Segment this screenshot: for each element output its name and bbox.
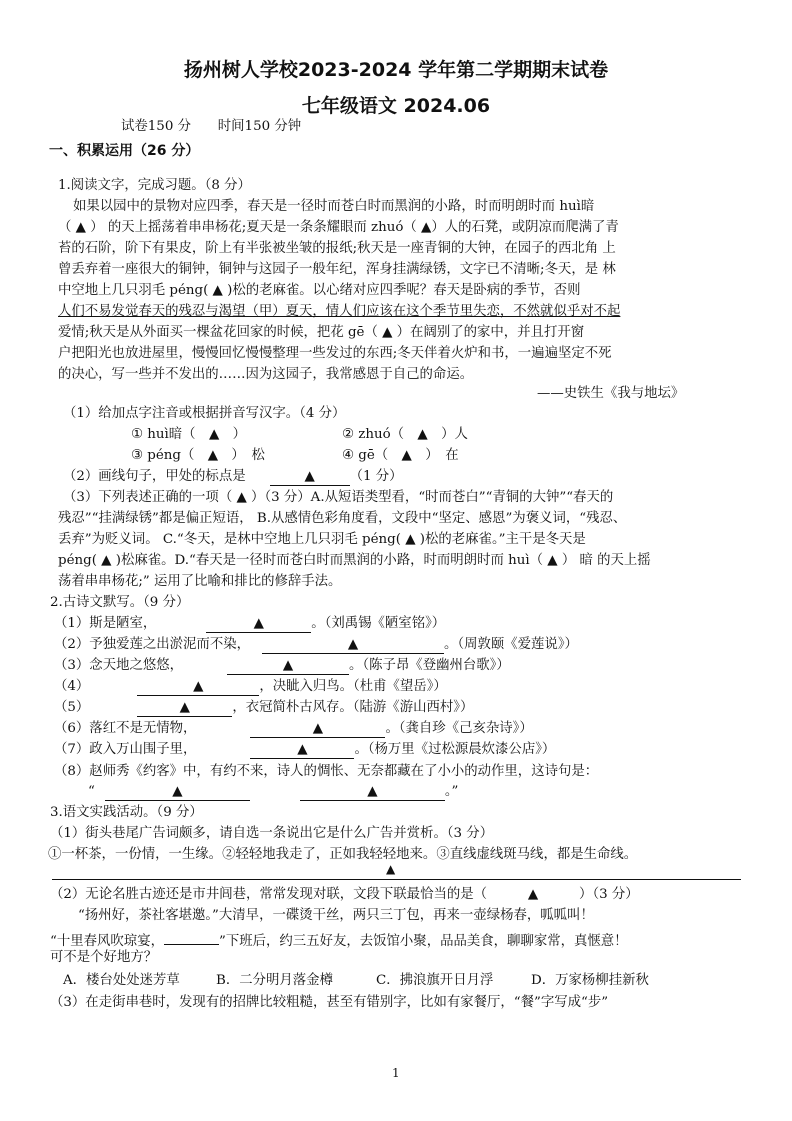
recitation-source: 。（杨万里《过松源晨炊漆公店》） bbox=[354, 742, 556, 757]
recitation-source: 。（陈子昂《登幽州台歌》） bbox=[349, 658, 510, 673]
option-b[interactable]: B．二分明月落金樽 bbox=[216, 973, 333, 988]
answer-blank[interactable]: ▲ bbox=[262, 636, 444, 654]
answer-blank[interactable]: ▲ bbox=[137, 699, 232, 717]
recitation-item bbox=[54, 698, 473, 718]
q1-sub3-line: （3）下列表述正确的一项（ ▲ ）（3 分）A.从短语类型看，“时而苍白”“青铜的大钟”“春天的 bbox=[63, 490, 614, 505]
recitation-source: ，决眦入归鸟。（杜甫《望岳》） bbox=[259, 679, 447, 694]
answer-slot[interactable]: ② zhuó（ ▲ ）人 bbox=[342, 427, 468, 442]
answer-mark[interactable]: ▲ bbox=[527, 887, 539, 902]
q1-sub3-line: 荡着串串杨花;” 运用了比喻和排比的修辞手法。 bbox=[58, 574, 342, 589]
recitation-prompt: （1）斯是陋室， bbox=[54, 616, 157, 631]
passage-line: 苔的石阶，阶下有果皮，阶上有半张被坐皱的报纸;秋天是一座青铜的大钟，在园子的西北角 上 bbox=[58, 241, 616, 256]
recitation-item-8: （8）赵师秀《约客》中，有约不来，诗人的惆怅、无奈都藏在了小小的动作里，这诗句是： bbox=[54, 764, 599, 779]
q1-sub2-score: （1 分） bbox=[349, 469, 403, 484]
q1-sub2-text: （2）画线句子，甲处的标点是 bbox=[63, 469, 246, 484]
passage-line: 的决心，写一些并不发出的……因为这园子，我常感恩于自己的命运。 bbox=[58, 367, 474, 382]
quote-close: 。” bbox=[444, 784, 459, 799]
answer-blank[interactable]: ▲ bbox=[250, 741, 354, 759]
recitation-source: 。（刘禹锡《陋室铭》） bbox=[311, 616, 446, 631]
q1-sub1: （1）给加点字注音或根据拼音写汉字。（4 分） bbox=[63, 406, 346, 421]
answer-blank[interactable]: ▲ bbox=[300, 783, 445, 801]
q3-sub2-score: ）（3 分） bbox=[579, 887, 639, 902]
recitation-prompt: （4） bbox=[54, 679, 90, 694]
passage-line-underlined: 人们不易发觉春天的残忍与渴望（甲）夏天，情人们应该在这个季节里失恋，不然就似乎对不起 bbox=[58, 304, 621, 319]
recitation-source: 。（周敦颐《爱莲说》） bbox=[444, 637, 578, 652]
quote-open: “ bbox=[88, 784, 95, 799]
exam-meta: 试卷150 分 时间150 分钟 bbox=[121, 119, 302, 134]
answer-blank[interactable]: ▲ bbox=[250, 720, 385, 738]
answer-mark: ▲ bbox=[386, 862, 396, 876]
answer-line[interactable] bbox=[52, 879, 741, 880]
q3-sub3: （3）在走街串巷时，发现有的招牌比较粗糙，甚至有错别字，比如有家餐厅，“餐”字写成“步” bbox=[50, 995, 609, 1010]
page-number: 1 bbox=[392, 1066, 400, 1080]
option-a[interactable]: A．楼台处处迷芳草 bbox=[63, 973, 180, 988]
recitation-item bbox=[54, 719, 533, 739]
q1-stem: 1.阅读文字，完成习题。（8 分） bbox=[58, 178, 251, 193]
q3-ads: ①一杯茶，一份情，一生缘。②轻轻地我走了，正如我轻轻地来。③直线虚线斑马线，都是生命线。 bbox=[48, 847, 638, 862]
answer-slot[interactable]: ① huì暗（ ▲ ） bbox=[131, 427, 247, 442]
recitation-prompt: （6）落红不是无情物， bbox=[54, 721, 197, 736]
q3-sub1: （1）街头巷尾广告词颇多，请自选一条说出它是什么广告并赏析。（3 分） bbox=[50, 826, 494, 841]
passage-line: 爱情;秋天是从外面买一棵盆花回家的时候，把花 gē（ ▲ ）在阔别了的家中，并且打开窗 bbox=[58, 325, 585, 340]
q2-stem: 2.古诗文默写。（9 分） bbox=[50, 595, 190, 610]
couplet-continuation: ”下班后，约三五好友，去饭馆小聚，品品美食，聊聊家常，真惬意！ bbox=[218, 934, 628, 949]
answer-slot[interactable]: ④ gē（ ▲ ） 在 bbox=[342, 448, 459, 463]
q1-sub3-line: péng( ▲ )松麻雀。D.“春天是一径时而苍白时而黑润的小路，时而明朗时而 huì（ ▲ ） 暗 的天上摇 bbox=[58, 553, 651, 568]
recitation-item bbox=[54, 635, 578, 655]
option-d[interactable]: D．万家杨柳挂新秋 bbox=[531, 973, 649, 988]
recitation-source: 。（龚自珍《己亥杂诗》） bbox=[385, 721, 533, 736]
recitation-source: ，衣冠简朴古风存。（陆游《游山西村》） bbox=[232, 700, 474, 715]
answer-blank[interactable]: ▲ bbox=[105, 783, 250, 801]
couplet-paragraph: “扬州好，茶社客堪邀。”大清早，一碟烫干丝，两只三丁包，再来一壶绿杨春，呱呱叫！ bbox=[78, 908, 594, 923]
exam-title: 扬州树人学校2023-2024 学年第二学期期末试卷 bbox=[183, 59, 609, 81]
q3-stem: 3.语文实践活动。（9 分） bbox=[50, 805, 203, 820]
answer-slot[interactable]: ③ péng（ ▲ ） 松 bbox=[131, 448, 265, 463]
exam-subtitle: 七年级语文 2024.06 bbox=[301, 95, 491, 117]
passage-source: ——史铁生《我与地坛》 bbox=[537, 386, 685, 401]
couplet-paragraph: 可不是个好地方？ bbox=[50, 950, 158, 965]
passage-line: 如果以园中的景物对应四季，春天是一径时而苍白时而黑润的小路，时而明朗时而 huì暗 bbox=[73, 199, 595, 214]
recitation-item bbox=[54, 740, 555, 760]
recitation-prompt: （7）政入万山围子里， bbox=[54, 742, 197, 757]
recitation-item bbox=[54, 614, 445, 634]
q1-sub3-line: 丢弃”为贬义词。 C.“冬天，是林中空地上几只羽毛 péng( ▲ )松的老麻雀。”主干是冬天是 bbox=[58, 532, 586, 547]
q3-sub2 bbox=[50, 885, 639, 905]
recitation-quote bbox=[88, 782, 458, 802]
q3-sub2-text: （2）无论名胜古迹还是市井闾巷，常常发现对联，文段下联最恰当的是（ bbox=[50, 887, 488, 902]
couplet-blank[interactable] bbox=[164, 927, 219, 945]
answer-blank[interactable]: ▲ bbox=[206, 615, 311, 633]
recitation-prompt: （3）念天地之悠悠， bbox=[54, 658, 184, 673]
passage-line: 曾丢弃着一座很大的铜钟，铜钟与这园子一般年纪，浑身挂满绿锈，文字已不清晰;冬天，是 林 bbox=[58, 262, 616, 277]
q1-sub3-line: 残忍”“挂满绿锈”都是偏正短语， B.从感情色彩角度看，文段中“坚定、感恩”为褒义词，“残忍、 bbox=[58, 511, 627, 526]
passage-line: 户把阳光也放进屋里，慢慢回忆慢慢整理一些发过的东西;冬天伴着火炉和书，一遍遍坚定不死 bbox=[58, 346, 612, 361]
section-heading: 一、积累运用（26 分） bbox=[49, 143, 200, 159]
answer-blank[interactable]: ▲ bbox=[227, 657, 349, 675]
answer-blank[interactable]: ▲ bbox=[137, 678, 259, 696]
option-c[interactable]: C．拂浪旗开日月浮 bbox=[376, 973, 494, 988]
answer-blank[interactable]: ▲ bbox=[270, 468, 350, 486]
couplet-first-line: “十里春风吹琼宴， bbox=[50, 934, 164, 949]
recitation-item bbox=[54, 656, 510, 676]
passage-line: 中空地上几只羽毛 péng( ▲ )松的老麻雀。以心绪对应四季呢？春天是卧病的季节，否则 bbox=[58, 283, 581, 298]
recitation-prompt: （5） bbox=[54, 700, 90, 715]
recitation-item bbox=[54, 677, 447, 697]
passage-line: （ ▲ ） 的天上摇荡着串串杨花;夏天是一条条耀眼而 zhuó（ ▲）人的石凳，或阴凉而爬满了青 bbox=[58, 220, 619, 235]
recitation-prompt: （2）予独爱莲之出淤泥而不染， bbox=[54, 637, 250, 652]
q1-sub2 bbox=[63, 467, 403, 487]
